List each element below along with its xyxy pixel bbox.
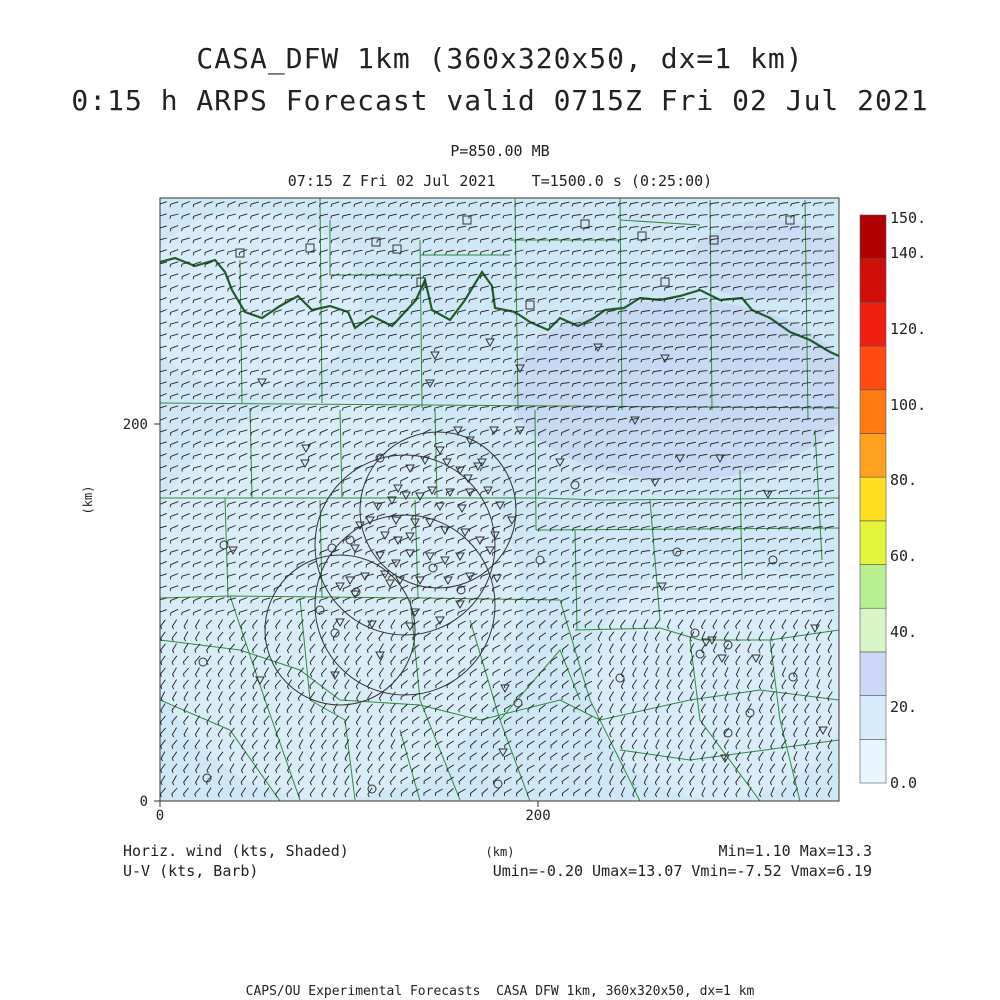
- field-label-barb: U-V (kts, Barb): [123, 862, 259, 880]
- figure-title-line1: CASA_DFW 1km (360x320x50, dx=1 km): [196, 42, 804, 75]
- footer-credit: CAPS/OU Experimental Forecasts CASA DFW 1km, 360x320x50, dx=1 km: [245, 984, 755, 999]
- colorbar-label: 80.: [890, 471, 918, 489]
- colorbar-label: 100.: [890, 396, 927, 414]
- colorbar-label: 140.: [890, 244, 927, 262]
- map-plot-area: [140, 198, 850, 801]
- colorbar-label: 60.: [890, 547, 918, 565]
- colorbar-segment: [860, 215, 886, 259]
- colorbar-segment: [860, 259, 886, 303]
- colorbar-segment: [860, 346, 886, 390]
- colorbar-segment: [860, 521, 886, 565]
- valid-time: 07:15 Z Fri 02 Jul 2021 T=1500.0 s (0:25:00): [287, 172, 713, 190]
- colorbar-segment: [860, 433, 886, 477]
- colorbar-label: 150.: [890, 209, 927, 227]
- min-max-stats: Min=1.10 Max=13.3: [718, 842, 872, 860]
- colorbar: [860, 209, 926, 792]
- colorbar-segment: [860, 390, 886, 434]
- colorbar-label: 20.: [890, 698, 918, 716]
- pressure-level: P=850.00 MB: [450, 142, 550, 160]
- colorbar-segment: [860, 739, 886, 783]
- uv-stats: Umin=-0.20 Umax=13.07 Vmin=-7.52 Vmax=6.19: [492, 862, 872, 880]
- field-label-shaded: Horiz. wind (kts, Shaded): [123, 842, 349, 860]
- y-tick-label: 0: [139, 794, 148, 810]
- colorbar-segment: [860, 696, 886, 740]
- light-patch: [140, 210, 360, 390]
- colorbar-label: 120.: [890, 320, 927, 338]
- colorbar-label: 0.0: [890, 774, 918, 792]
- light-patch: [140, 400, 520, 800]
- x-axis-label: (km): [485, 845, 515, 859]
- figure-title-line2: 0:15 h ARPS Forecast valid 0715Z Fri 02 Jul 2021: [71, 84, 929, 117]
- colorbar-segment: [860, 652, 886, 696]
- colorbar-label: 40.: [890, 623, 918, 641]
- colorbar-segment: [860, 608, 886, 652]
- stronger-wind-area: [510, 300, 850, 480]
- light-patch: [590, 560, 850, 800]
- x-tick-label: 0: [155, 808, 165, 824]
- x-tick-label: 200: [525, 808, 551, 824]
- colorbar-segment: [860, 565, 886, 609]
- colorbar-segment: [860, 302, 886, 346]
- y-tick-label: 200: [122, 417, 148, 433]
- y-axis-label: (km): [81, 485, 95, 515]
- colorbar-segment: [860, 477, 886, 521]
